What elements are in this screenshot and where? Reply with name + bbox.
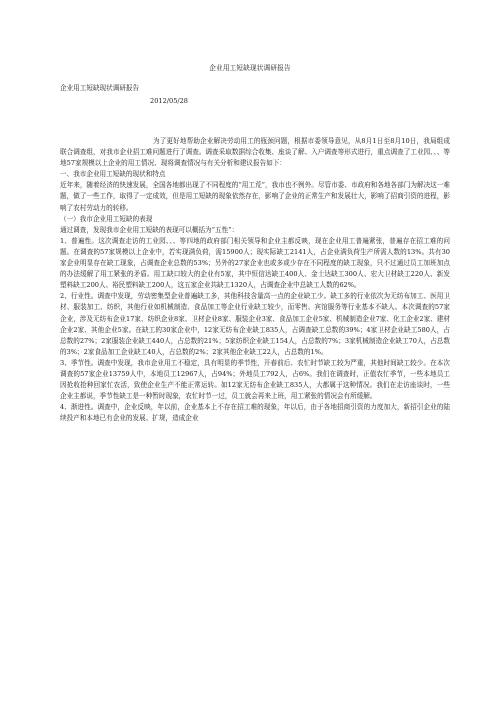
item-paragraph-4: 4、渐进性。调查中，企业反映，年以前，企业基本上不存在招工难的现象，年以后，由于各地招商引资的力度加大，新招引企业的陆续投产和本地已有企业的发展、扩规，造成企业 [60, 403, 450, 423]
document-subtitle: 企业用工短缺现状调研报告 [60, 84, 140, 92]
section-heading-1: 一、我市企业用工短缺的现状和特点 [60, 170, 166, 179]
item-paragraph-3: 3、季节性。调查中发现，我市企业用工不稳定，具有明显的季节性，开春前后、农忙时节缺工较为严重，其他时间缺工较少。在本次调查的57家企业13759人中，本地员工12967人，占94%；外地员工792人，占6%。我们在调查时，正值农忙季节，一些本地员工因抢收抢种回家忙农活，致使企业生产不能正常运转。如12家无纺布企业缺工835人，大都属于这种情况。我们在走访座谈时，一些企业主都说，季节性缺工是一种暂时现象，农忙时节一过，员工就会再来上班，用工紧张的情况会有所缓解。 [60, 358, 450, 401]
body-paragraph: 通过调查，发现我市企业用工短缺的表现可以概括为“五性”： [60, 225, 239, 234]
item-paragraph-2: 2、行业性。调查中发现，劳动密集型企业普遍缺工多，其他科技含量高一点的企业缺工少。缺工多的行业依次为无纺布加工、医用卫材、服装加工、纺织，其他行业如机械制造、食品加工等企业行业缺工较少，而零售、宾馆服务等行业基本不缺人。本次调查的57家企业，涉及无纺布企业17家、纺织企业8家、卫材企业8家、服装企业3家、食品加工企业5家、机械制造企业7家、化工企业2家、建材企业2家、其他企业5家。在缺工的30家企业中，12家无纺布企业缺工835人，占调查缺工总数的39%；4家卫材企业缺工580人，占总数的27%；2家服装企业缺工440人，占总数的21%；5家纺织企业缺工154人，占总数的7%；3家机械制造企业缺工70人，占总数的3%；2家食品加工企业缺工40人，占总数的2%；2家其他企业缺工22人，占总数的1%。 [60, 292, 450, 356]
document-body [60, 136, 450, 424]
item-paragraph-1: 1、普遍性。这次调查走访的工业园、、、等四地的政府部门相关领导和企业主都反映，现在企业用工普遍紧张，普遍存在招工难的问题。在调查的57家规模以上企业中，若实现满负荷，需15900人；现实际缺工2141人，占企业满负荷生产所需人数的13%。共有30家企业明显存在缺工现象，占调查企业总数的53%；另外的27家企业也或多或少存在不同程度的缺工现象，只不过通过员工加班加点的办法缓解了用工紧张的矛盾。用工缺口较大的企业有5家，其中恒信达缺工400人、金士达缺工300人、宏大卫材缺工220人、新发塑料缺工200人、裕民塑料缺工200人，这五家企业共缺工1320人，占调查企业中总缺工人数的62%。 [60, 236, 450, 290]
document-title: 企业用工短缺现状调研报告 [209, 64, 291, 72]
document-date: 2012/05/28 [150, 97, 189, 105]
subsection-heading: （一）我市企业用工短缺的表现 [60, 214, 153, 223]
intro-paragraph: 为了更好地帮助企业解决劳动用工的瓶颈问题，根据市委领导意见，从8月1日至8月10日，我局组成联合调查组，对我市企业招工难问题进行了调查。调查采取数据综合收集、座谈了解、入户调查等形式进行，重点调查了工业园、、、等地57家规模以上企业的用工情况、现将调查情况与有关分析和建议报告如下： [60, 137, 450, 168]
body-paragraph: 近年来，随着经济的快速发展，全国各地都出现了不同程度的“用工荒”，我市也不例外。尽管市委、市政府和各地各部门为解决这一难题，做了一些工作，取得了一定成效，但是用工短缺的现象依然存在，影响了企业的正常生产和发展壮大，影响了招商引资的进程，影响了农村劳动力的转移。 [60, 181, 450, 212]
